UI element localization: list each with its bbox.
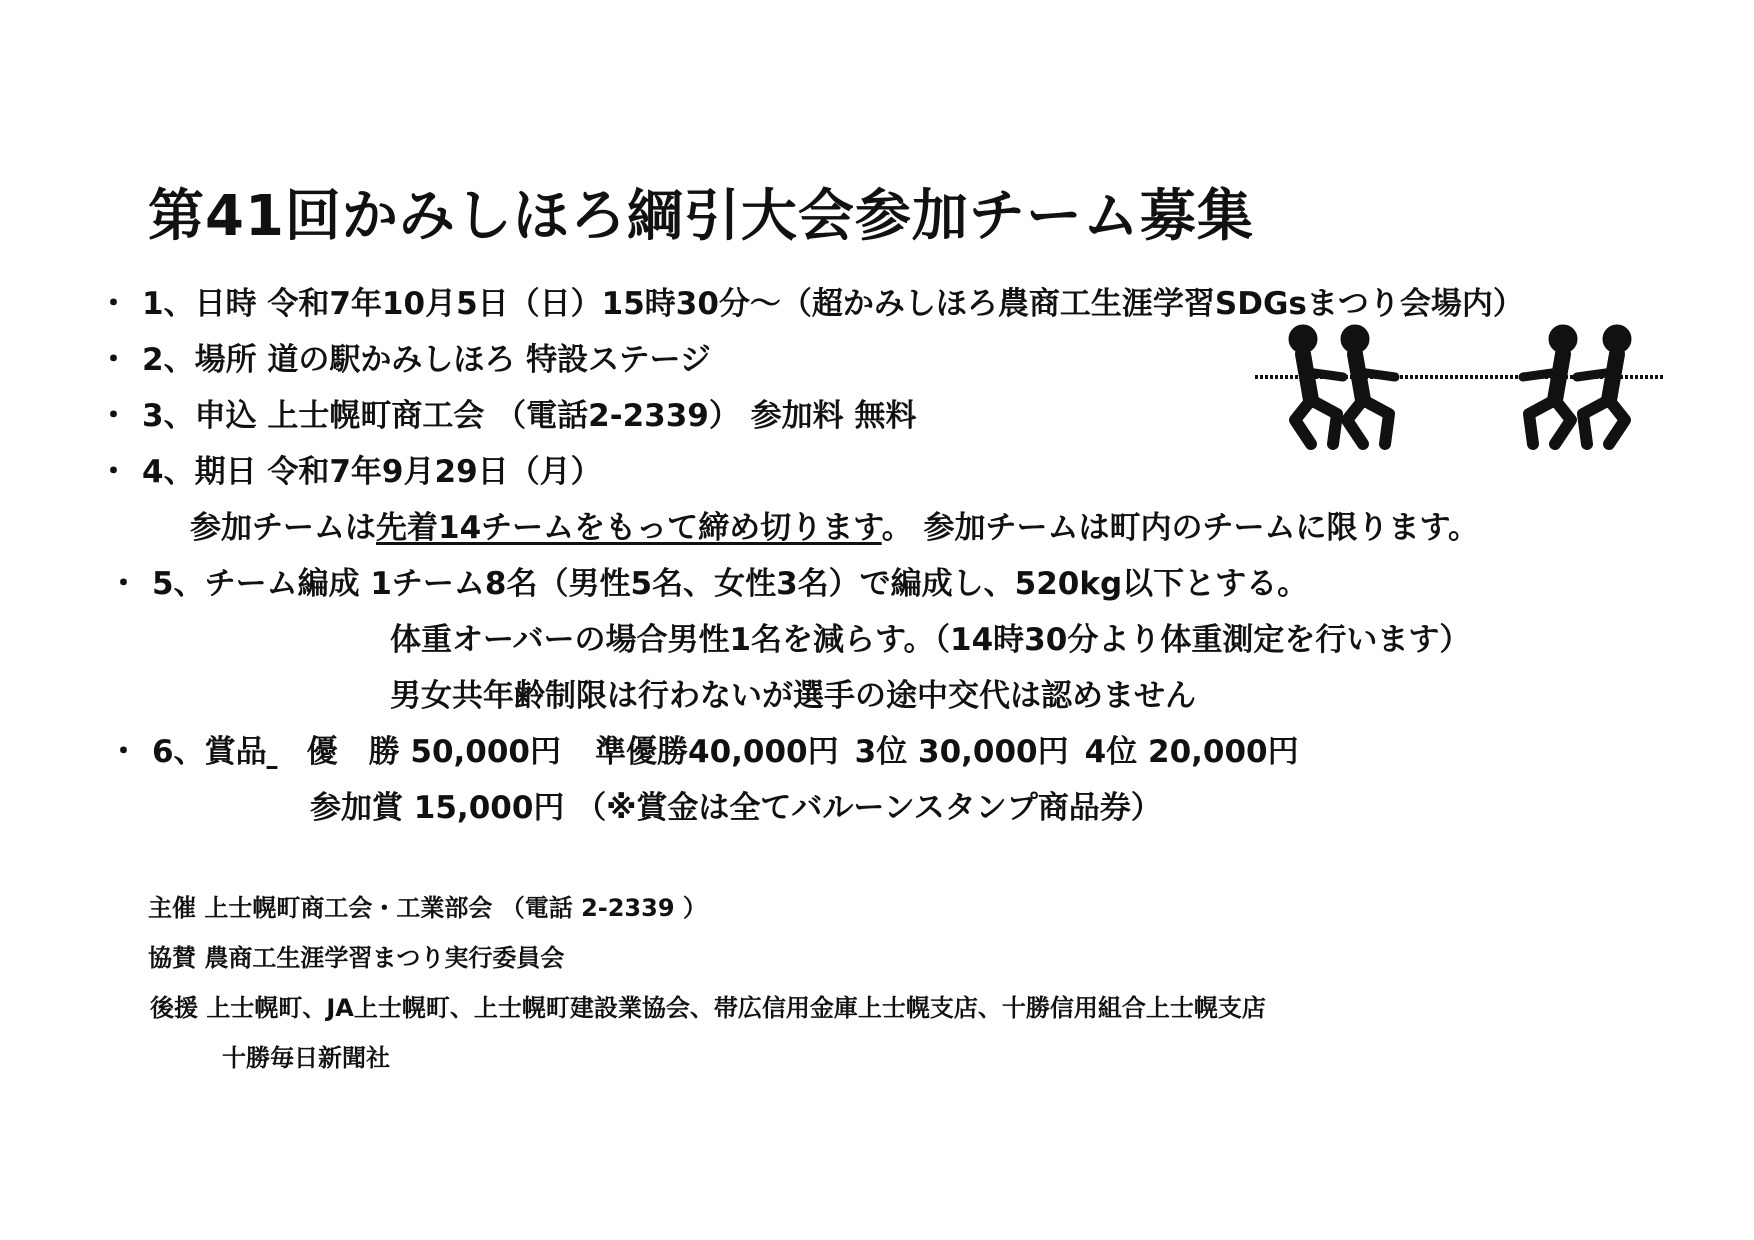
prize-fourth: 4位 20,000円: [1084, 734, 1299, 770]
place-text: 2、場所 道の駅かみしほろ 特設ステージ: [142, 342, 711, 378]
bullet: ・: [108, 734, 139, 770]
note-after: 。 参加チームは町内のチームに限ります。: [881, 510, 1479, 546]
prize-blank: [267, 732, 307, 772]
bullet: ・: [98, 342, 129, 378]
team-text: 5、チーム編成 1チーム8名（男性5名、女性3名）で編成し、520kg以下とする。: [152, 566, 1309, 602]
prize-third: 3位 30,000円: [854, 734, 1069, 770]
item-datetime: [98, 284, 1524, 324]
bullet: ・: [98, 398, 129, 434]
prize-first: 優 勝 50,000円: [306, 734, 561, 770]
deadline-text: 4、期日 令和7年9月29日（月）: [142, 454, 602, 490]
item-prize: [108, 732, 1299, 772]
footer-organizer: 主催 上士幌町商工会・工業部会 （電話 2-2339 ）: [148, 894, 707, 922]
team-note-1: 体重オーバーの場合男性1名を減らす。（14時30分より体重測定を行います）: [390, 622, 1471, 658]
deadline-note: [190, 508, 1479, 548]
item-apply: [98, 396, 916, 436]
page-title: 第41回かみしほろ綱引大会参加チーム募集: [148, 184, 1254, 249]
note-before: 参加チームは: [190, 510, 376, 546]
bullet: ・: [108, 566, 139, 602]
datetime-text: 1、日時 令和7年10月5日（日）15時30分～（超かみしほろ農商工生涯学習SDGsまつり会場内）: [142, 286, 1524, 322]
prize-second: 準優勝40,000円: [595, 734, 839, 770]
prize-participation: 参加賞 15,000円 （※賞金は全てバルーンスタンプ商品券）: [310, 790, 1162, 826]
item-team: [108, 564, 1308, 604]
note-underlined: 先着14チームをもって締め切ります: [376, 510, 882, 546]
footer-support: 後援 上士幌町、JA上士幌町、上士幌町建設業協会、帯広信用金庫上士幌支店、十勝信用組合上士幌支店: [150, 994, 1266, 1022]
tug-of-war-figures-icon: [1255, 322, 1665, 452]
footer-support-2: 十勝毎日新聞社: [222, 1044, 390, 1072]
item-place: [98, 340, 711, 380]
bullet: ・: [98, 454, 129, 490]
prize-label: 6、賞品: [152, 734, 267, 770]
team-note-2: 男女共年齢制限は行わないが選手の途中交代は認めません: [390, 678, 1196, 714]
bullet: ・: [98, 286, 129, 322]
footer-sponsor: 協賛 農商工生涯学習まつり実行委員会: [148, 944, 565, 972]
apply-text: 3、申込 上士幌町商工会 （電話2-2339） 参加料 無料: [142, 398, 917, 434]
item-deadline: [98, 452, 602, 492]
